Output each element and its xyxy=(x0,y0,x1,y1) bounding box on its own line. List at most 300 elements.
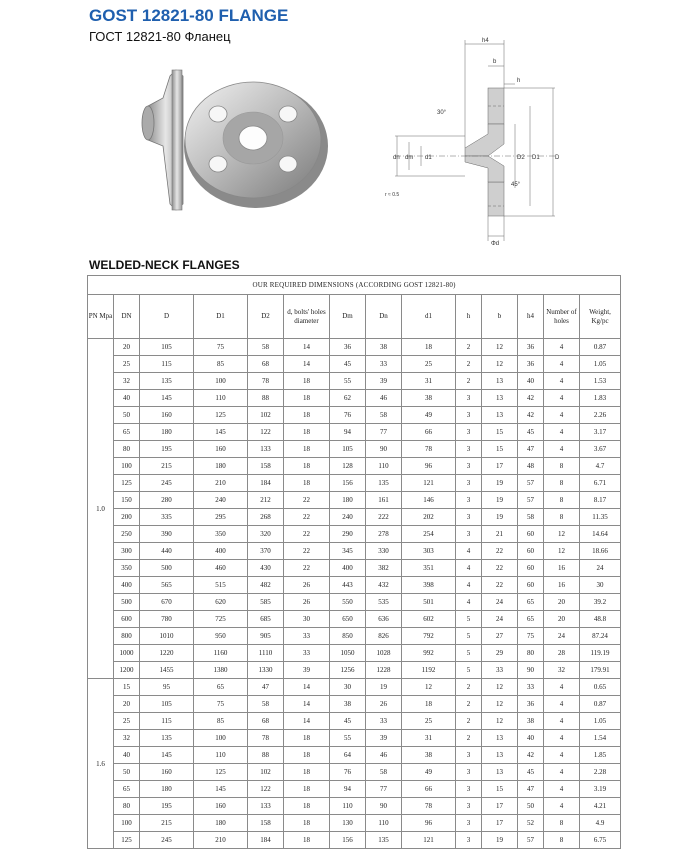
table-cell: 1256 xyxy=(330,662,366,679)
table-cell: 180 xyxy=(194,458,248,475)
table-cell: 46 xyxy=(366,390,402,407)
table-cell: 4 xyxy=(544,713,580,730)
table-cell: 18 xyxy=(284,764,330,781)
table-cell: 826 xyxy=(366,628,402,645)
table-cell: 4 xyxy=(544,730,580,747)
table-cell: 780 xyxy=(140,611,194,628)
table-cell: 8 xyxy=(544,509,580,526)
table-cell: 12 xyxy=(544,543,580,560)
table-cell: 430 xyxy=(248,560,284,577)
table-cell: 195 xyxy=(140,441,194,458)
table-cell: 4 xyxy=(544,390,580,407)
table-cell: 110 xyxy=(330,798,366,815)
label-r: r ≈ 0.5 xyxy=(385,192,400,198)
table-cell: 128 xyxy=(330,458,366,475)
table-cell: 150 xyxy=(114,492,140,509)
table-cell: 110 xyxy=(366,815,402,832)
label-angle-45: 45° xyxy=(511,182,521,188)
table-cell: 4 xyxy=(544,798,580,815)
table-cell: 26 xyxy=(366,696,402,713)
table-cell: 25 xyxy=(114,713,140,730)
table-cell: 4.7 xyxy=(580,458,621,475)
table-cell: 22 xyxy=(482,560,518,577)
table-cell: 18.66 xyxy=(580,543,621,560)
table-cell: 950 xyxy=(194,628,248,645)
table-cell: 22 xyxy=(284,560,330,577)
table-cell: 13 xyxy=(482,764,518,781)
table-cell: 45 xyxy=(518,424,544,441)
table-cell: 400 xyxy=(194,543,248,560)
table-cell: 17 xyxy=(482,458,518,475)
table-cell: 110 xyxy=(194,390,248,407)
table-caption: OUR REQUIRED DIMENSIONS (ACCORDING GOST 12821-80) xyxy=(88,276,621,295)
table-cell: 432 xyxy=(366,577,402,594)
table-cell: 30 xyxy=(330,679,366,696)
table-cell: 200 xyxy=(114,509,140,526)
flange-front-view xyxy=(184,82,328,208)
table-cell: 90 xyxy=(518,662,544,679)
table-cell: 145 xyxy=(140,747,194,764)
table-row xyxy=(88,543,621,560)
table-header-row xyxy=(88,295,621,339)
table-cell: 2.28 xyxy=(580,764,621,781)
table-cell: 50 xyxy=(114,764,140,781)
table-cell: 20 xyxy=(544,594,580,611)
table-cell: 195 xyxy=(140,798,194,815)
label-big-d1: D1 xyxy=(532,155,540,161)
table-cell: 1000 xyxy=(114,645,140,662)
table-cell: 48 xyxy=(518,458,544,475)
table-cell: 40 xyxy=(114,747,140,764)
table-row xyxy=(88,628,621,645)
table-cell: 33 xyxy=(284,628,330,645)
table-cell: 24 xyxy=(580,560,621,577)
column-header: h4 xyxy=(518,295,544,339)
table-cell: 85 xyxy=(194,356,248,373)
table-cell: 398 xyxy=(402,577,456,594)
table-cell: 330 xyxy=(366,543,402,560)
table-cell: 12 xyxy=(482,356,518,373)
table-cell: 16 xyxy=(544,560,580,577)
table-cell: 370 xyxy=(248,543,284,560)
table-cell: 3 xyxy=(456,832,482,849)
table-cell: 184 xyxy=(248,475,284,492)
table-cell: 100 xyxy=(194,730,248,747)
flange-side-view xyxy=(142,70,183,210)
table-cell: 20 xyxy=(114,339,140,356)
table-cell: 4 xyxy=(544,373,580,390)
table-cell: 77 xyxy=(366,781,402,798)
table-cell: 22 xyxy=(284,492,330,509)
table-cell: 515 xyxy=(194,577,248,594)
table-cell: 13 xyxy=(482,747,518,764)
table-cell: 18 xyxy=(284,747,330,764)
table-cell: 12 xyxy=(482,713,518,730)
table-row xyxy=(88,390,621,407)
table-cell: 18 xyxy=(284,781,330,798)
table-cell: 400 xyxy=(330,560,366,577)
column-header: D2 xyxy=(248,295,284,339)
table-row xyxy=(88,339,621,356)
table-cell: 295 xyxy=(194,509,248,526)
label-d2: D2 xyxy=(517,155,525,161)
pn-cell: 1.6 xyxy=(88,679,114,849)
table-cell: 110 xyxy=(194,747,248,764)
table-cell: 6.71 xyxy=(580,475,621,492)
table-cell: 4 xyxy=(544,696,580,713)
table-cell: 146 xyxy=(402,492,456,509)
table-cell: 36 xyxy=(518,356,544,373)
table-cell: 46 xyxy=(366,747,402,764)
table-cell: 100 xyxy=(114,458,140,475)
table-cell: 4 xyxy=(456,543,482,560)
table-cell: 55 xyxy=(330,730,366,747)
table-cell: 250 xyxy=(114,526,140,543)
table-cell: 550 xyxy=(330,594,366,611)
table-row xyxy=(88,781,621,798)
table-cell: 115 xyxy=(140,356,194,373)
table-cell: 100 xyxy=(194,373,248,390)
table-cell: 1050 xyxy=(330,645,366,662)
table-cell: 4 xyxy=(544,747,580,764)
table-cell: 14.64 xyxy=(580,526,621,543)
table-cell: 60 xyxy=(518,543,544,560)
table-cell: 12 xyxy=(544,526,580,543)
table-cell: 4 xyxy=(544,407,580,424)
table-cell: 66 xyxy=(402,424,456,441)
table-cell: 222 xyxy=(366,509,402,526)
table-cell: 18 xyxy=(402,696,456,713)
table-cell: 180 xyxy=(140,424,194,441)
table-cell: 64 xyxy=(330,747,366,764)
table-cell: 240 xyxy=(330,509,366,526)
label-h: h xyxy=(517,78,521,84)
table-cell: 3 xyxy=(456,526,482,543)
table-cell: 4 xyxy=(544,679,580,696)
table-cell: 725 xyxy=(194,611,248,628)
table-cell: 3.17 xyxy=(580,424,621,441)
table-cell: 68 xyxy=(248,713,284,730)
table-cell: 105 xyxy=(140,696,194,713)
table-cell: 8.17 xyxy=(580,492,621,509)
table-cell: 15 xyxy=(482,424,518,441)
table-cell: 145 xyxy=(194,424,248,441)
table-cell: 620 xyxy=(194,594,248,611)
table-cell: 130 xyxy=(330,815,366,832)
table-cell: 39 xyxy=(366,730,402,747)
table-cell: 38 xyxy=(402,747,456,764)
table-cell: 1.54 xyxy=(580,730,621,747)
table-cell: 38 xyxy=(330,696,366,713)
column-header: d, bolts' holes diameter xyxy=(284,295,330,339)
table-cell: 18 xyxy=(284,815,330,832)
table-cell: 12 xyxy=(482,339,518,356)
table-cell: 8 xyxy=(544,815,580,832)
table-cell: 8 xyxy=(544,492,580,509)
table-cell: 57 xyxy=(518,492,544,509)
table-cell: 14 xyxy=(284,696,330,713)
page-title: GOST 12821-80 FLANGE xyxy=(89,6,289,25)
table-cell: 15 xyxy=(482,781,518,798)
table-cell: 80 xyxy=(114,441,140,458)
table-cell: 40 xyxy=(114,390,140,407)
table-cell: 58 xyxy=(248,696,284,713)
table-cell: 2 xyxy=(456,696,482,713)
table-cell: 18 xyxy=(284,832,330,849)
table-cell: 65 xyxy=(114,424,140,441)
table-cell: 77 xyxy=(366,424,402,441)
table-cell: 39.2 xyxy=(580,594,621,611)
table-cell: 32 xyxy=(544,662,580,679)
table-cell: 158 xyxy=(248,458,284,475)
table-cell: 50 xyxy=(114,407,140,424)
table-cell: 38 xyxy=(402,390,456,407)
table-cell: 3 xyxy=(456,509,482,526)
table-cell: 33 xyxy=(366,713,402,730)
table-row xyxy=(88,509,621,526)
dimensions-table xyxy=(87,275,621,849)
table-cell: 161 xyxy=(366,492,402,509)
table-cell: 125 xyxy=(194,764,248,781)
table-cell: 4 xyxy=(544,339,580,356)
table-cell: 160 xyxy=(194,798,248,815)
table-cell: 1028 xyxy=(366,645,402,662)
table-cell: 3 xyxy=(456,441,482,458)
table-row xyxy=(88,526,621,543)
table-cell: 22 xyxy=(284,509,330,526)
table-cell: 42 xyxy=(518,747,544,764)
table-cell: 535 xyxy=(366,594,402,611)
table-cell: 501 xyxy=(402,594,456,611)
table-cell: 125 xyxy=(114,832,140,849)
table-cell: 24 xyxy=(482,611,518,628)
table-cell: 12 xyxy=(482,696,518,713)
table-cell: 133 xyxy=(248,798,284,815)
table-cell: 133 xyxy=(248,441,284,458)
table-cell: 52 xyxy=(518,815,544,832)
table-row xyxy=(88,594,621,611)
table-cell: 280 xyxy=(140,492,194,509)
table-cell: 58 xyxy=(366,764,402,781)
table-cell: 792 xyxy=(402,628,456,645)
table-cell: 80 xyxy=(114,798,140,815)
table-row xyxy=(88,577,621,594)
table-cell: 90 xyxy=(366,798,402,815)
table-cell: 76 xyxy=(330,407,366,424)
column-header: Weight, Kg/pc xyxy=(580,295,621,339)
table-cell: 300 xyxy=(114,543,140,560)
table-cell: 47 xyxy=(518,781,544,798)
table-cell: 94 xyxy=(330,781,366,798)
table-cell: 2 xyxy=(456,373,482,390)
table-cell: 39 xyxy=(366,373,402,390)
table-cell: 1160 xyxy=(194,645,248,662)
table-body xyxy=(88,339,621,849)
table-cell: 65 xyxy=(518,611,544,628)
table-cell: 278 xyxy=(366,526,402,543)
table-cell: 24 xyxy=(482,594,518,611)
table-cell: 58 xyxy=(248,339,284,356)
table-cell: 8 xyxy=(544,832,580,849)
table-cell: 115 xyxy=(140,713,194,730)
table-cell: 22 xyxy=(482,577,518,594)
table-row xyxy=(88,611,621,628)
table-cell: 1330 xyxy=(248,662,284,679)
table-row xyxy=(88,696,621,713)
table-cell: 25 xyxy=(402,713,456,730)
table-cell: 125 xyxy=(194,407,248,424)
table-cell: 22 xyxy=(284,543,330,560)
table-cell: 1.83 xyxy=(580,390,621,407)
table-cell: 27 xyxy=(482,628,518,645)
table-cell: 80 xyxy=(518,645,544,662)
table-cell: 2 xyxy=(456,730,482,747)
table-cell: 0.87 xyxy=(580,339,621,356)
table-cell: 135 xyxy=(366,475,402,492)
column-header: d1 xyxy=(402,295,456,339)
table-cell: 18 xyxy=(284,407,330,424)
table-cell: 350 xyxy=(114,560,140,577)
column-header: PN Mpa xyxy=(88,295,114,339)
table-cell: 14 xyxy=(284,339,330,356)
table-cell: 184 xyxy=(248,832,284,849)
table-cell: 210 xyxy=(194,832,248,849)
table-cell: 254 xyxy=(402,526,456,543)
table-cell: 245 xyxy=(140,832,194,849)
table-cell: 800 xyxy=(114,628,140,645)
table-cell: 602 xyxy=(402,611,456,628)
table-cell: 18 xyxy=(284,441,330,458)
table-cell: 3 xyxy=(456,798,482,815)
table-cell: 88 xyxy=(248,747,284,764)
table-cell: 13 xyxy=(482,407,518,424)
table-cell: 1192 xyxy=(402,662,456,679)
column-header: h xyxy=(456,295,482,339)
table-cell: 65 xyxy=(518,594,544,611)
table-cell: 268 xyxy=(248,509,284,526)
table-cell: 650 xyxy=(330,611,366,628)
dimensions-table-wrapper xyxy=(87,275,620,849)
table-cell: 4 xyxy=(456,560,482,577)
table-cell: 135 xyxy=(140,730,194,747)
table-cell: 2 xyxy=(456,356,482,373)
table-cell: 18 xyxy=(284,373,330,390)
table-cell: 685 xyxy=(248,611,284,628)
table-cell: 24 xyxy=(544,628,580,645)
table-cell: 145 xyxy=(194,781,248,798)
table-cell: 135 xyxy=(366,832,402,849)
table-cell: 55 xyxy=(330,373,366,390)
table-cell: 440 xyxy=(140,543,194,560)
table-cell: 57 xyxy=(518,475,544,492)
table-cell: 25 xyxy=(114,356,140,373)
table-cell: 20 xyxy=(544,611,580,628)
table-cell: 670 xyxy=(140,594,194,611)
table-cell: 90 xyxy=(366,441,402,458)
table-cell: 33 xyxy=(518,679,544,696)
table-cell: 18 xyxy=(284,798,330,815)
table-cell: 19 xyxy=(482,832,518,849)
label-angle-30: 30° xyxy=(437,110,447,116)
table-cell: 58 xyxy=(366,407,402,424)
table-cell: 636 xyxy=(366,611,402,628)
label-big-d: D xyxy=(555,155,560,161)
table-cell: 105 xyxy=(330,441,366,458)
table-row xyxy=(88,407,621,424)
table-cell: 75 xyxy=(518,628,544,645)
table-cell: 13 xyxy=(482,390,518,407)
table-cell: 215 xyxy=(140,458,194,475)
table-cell: 68 xyxy=(248,356,284,373)
table-cell: 335 xyxy=(140,509,194,526)
table-row xyxy=(88,730,621,747)
table-cell: 382 xyxy=(366,560,402,577)
table-cell: 4 xyxy=(544,424,580,441)
table-row xyxy=(88,798,621,815)
table-cell: 49 xyxy=(402,407,456,424)
table-cell: 160 xyxy=(194,441,248,458)
column-header: D xyxy=(140,295,194,339)
flange-technical-drawing xyxy=(385,36,565,248)
table-cell: 156 xyxy=(330,475,366,492)
table-row xyxy=(88,475,621,492)
table-cell: 19 xyxy=(482,492,518,509)
table-cell: 19 xyxy=(482,509,518,526)
table-cell: 75 xyxy=(194,696,248,713)
table-row xyxy=(88,679,621,696)
table-cell: 0.65 xyxy=(580,679,621,696)
table-cell: 38 xyxy=(366,339,402,356)
column-header: Number of holes xyxy=(544,295,580,339)
table-cell: 19 xyxy=(366,679,402,696)
table-cell: 31 xyxy=(402,730,456,747)
table-cell: 20 xyxy=(114,696,140,713)
table-cell: 3 xyxy=(456,407,482,424)
table-row xyxy=(88,713,621,730)
table-cell: 3 xyxy=(456,781,482,798)
table-cell: 5 xyxy=(456,645,482,662)
table-cell: 60 xyxy=(518,560,544,577)
table-cell: 400 xyxy=(114,577,140,594)
label-dn: dn xyxy=(393,155,400,161)
table-cell: 95 xyxy=(140,679,194,696)
table-cell: 1380 xyxy=(194,662,248,679)
table-cell: 47 xyxy=(518,441,544,458)
table-cell: 30 xyxy=(284,611,330,628)
table-cell: 14 xyxy=(284,356,330,373)
table-cell: 65 xyxy=(114,781,140,798)
table-cell: 121 xyxy=(402,832,456,849)
table-cell: 39 xyxy=(284,662,330,679)
table-cell: 125 xyxy=(114,475,140,492)
table-cell: 32 xyxy=(114,730,140,747)
table-cell: 28 xyxy=(544,645,580,662)
table-cell: 62 xyxy=(330,390,366,407)
table-cell: 1220 xyxy=(140,645,194,662)
table-cell: 19 xyxy=(482,475,518,492)
table-cell: 156 xyxy=(330,832,366,849)
label-b: b xyxy=(493,59,497,65)
table-cell: 42 xyxy=(518,390,544,407)
table-cell: 179.91 xyxy=(580,662,621,679)
table-cell: 5 xyxy=(456,662,482,679)
table-cell: 47 xyxy=(248,679,284,696)
table-cell: 320 xyxy=(248,526,284,543)
table-cell: 215 xyxy=(140,815,194,832)
table-cell: 31 xyxy=(402,373,456,390)
table-cell: 22 xyxy=(284,526,330,543)
table-cell: 905 xyxy=(248,628,284,645)
